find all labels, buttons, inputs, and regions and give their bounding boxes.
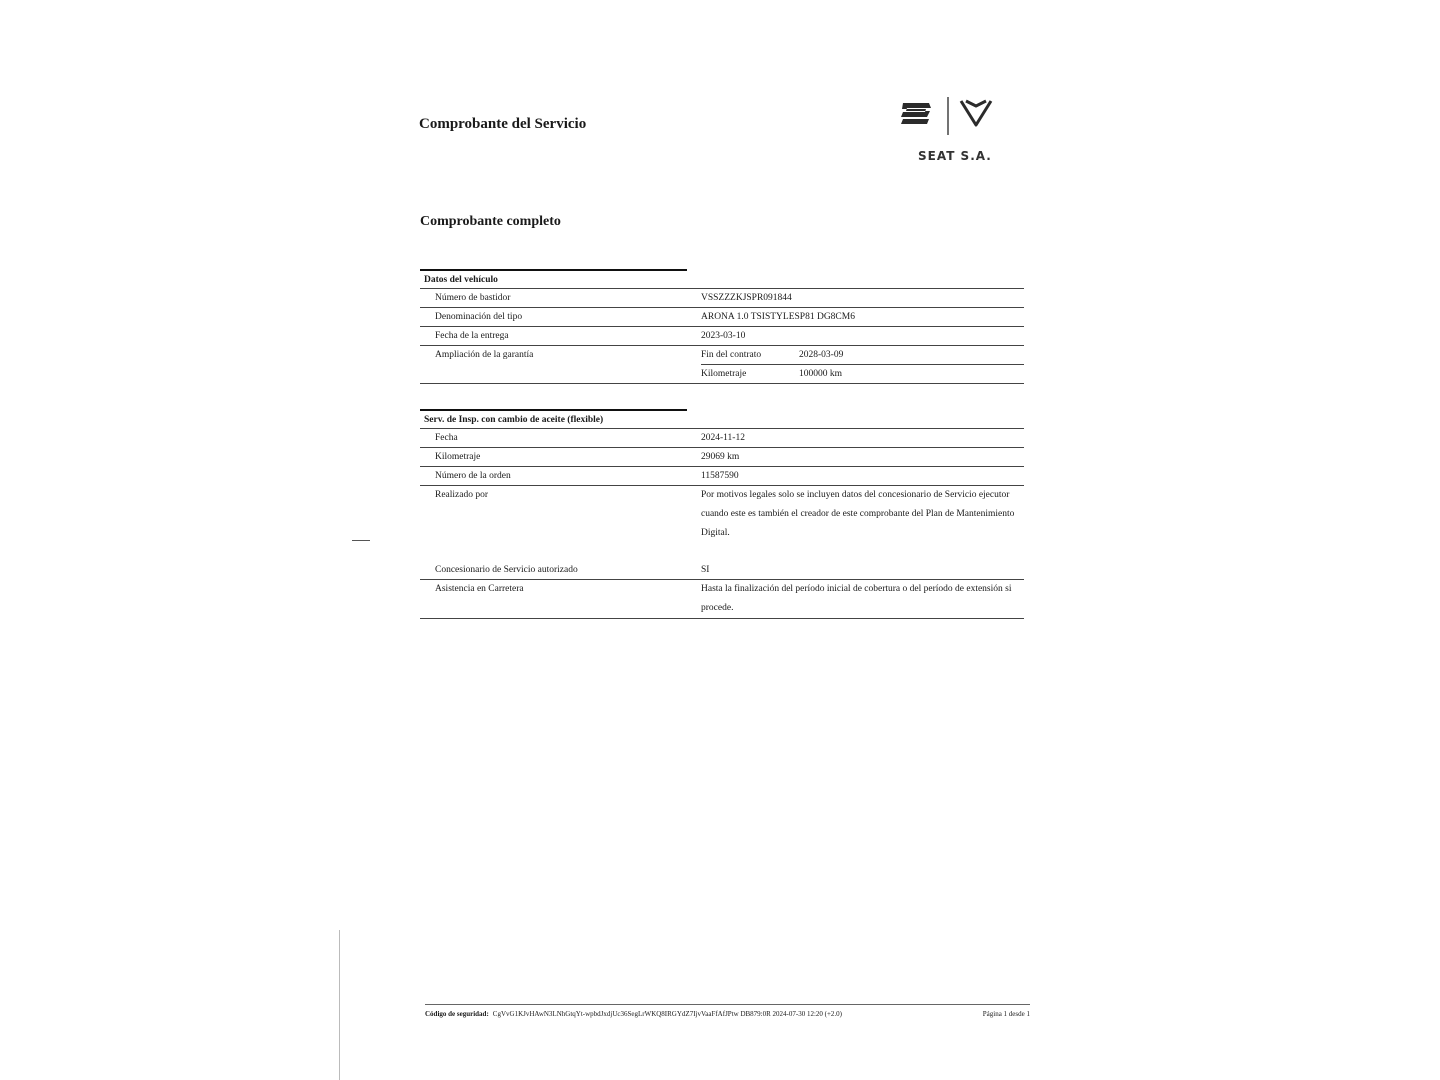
warranty-km-label: Kilometraje	[701, 369, 747, 379]
service-km-value: 29069 km	[701, 452, 740, 462]
document-footer	[425, 1004, 1030, 1018]
vin-label: Número de bastidor	[435, 293, 511, 303]
warranty-end-label: Fin del contrato	[701, 350, 762, 360]
table-row	[420, 288, 1024, 307]
scan-edge-line	[339, 930, 340, 1080]
service-section	[420, 409, 1024, 619]
brand-name: SEAT S.A.	[918, 149, 992, 163]
service-date-label: Fecha	[435, 433, 458, 443]
service-km-label: Kilometraje	[435, 452, 481, 462]
security-code-value: CgVvG1KJvHAwN3LNhGtqYt-wpbdJxdjUc36SegLrWKQ8IRGYdZ7IjvVaaFfAfJPtw DB879:0R 2024-07-30 12:20 (+2.0)	[492, 1010, 842, 1018]
table-row	[420, 485, 1024, 561]
type-value: ARONA 1.0 TSISTYLESP81 DG8CM6	[701, 312, 855, 322]
page-number: Página 1 desde 1	[982, 1010, 1030, 1018]
warranty-end-value: 2028-03-09	[799, 350, 844, 360]
order-number-value: 11587590	[701, 471, 739, 481]
warranty-values	[686, 346, 1024, 383]
table-row	[420, 447, 1024, 466]
vehicle-section-heading: Datos del vehículo	[420, 269, 1024, 288]
service-section-heading: Serv. de Insp. con cambio de aceite (flexible)	[420, 409, 1024, 428]
warranty-km-row	[701, 364, 1024, 383]
table-row	[420, 579, 1024, 618]
section-divider	[420, 383, 1024, 384]
authorized-dealer-value: SI	[701, 565, 710, 575]
type-label: Denominación del tipo	[435, 312, 523, 322]
section-divider	[420, 618, 1024, 619]
vehicle-data-section	[420, 269, 1024, 384]
roadside-assistance-value: Hasta la finalización del período inicial de cobertura o del período de extensión si procede.	[701, 584, 1012, 613]
table-row	[420, 307, 1024, 326]
order-number-label: Número de la orden	[435, 471, 511, 481]
document-title: Comprobante del Servicio	[419, 116, 587, 132]
margin-mark	[352, 540, 370, 541]
delivery-date-value: 2023-03-10	[701, 331, 746, 341]
roadside-assistance-label: Asistencia en Carretera	[435, 584, 524, 594]
table-row	[420, 428, 1024, 447]
table-row	[420, 345, 1024, 383]
warranty-end-row	[701, 346, 1024, 364]
table-row	[420, 326, 1024, 345]
security-code-label: Código de seguridad:	[425, 1010, 489, 1018]
service-date-value: 2024-11-12	[701, 433, 745, 443]
authorized-dealer-label: Concesionario de Servicio autorizado	[435, 565, 578, 575]
table-row	[420, 561, 1024, 579]
vin-value: VSSZZZKJSPR091844	[701, 293, 792, 303]
warranty-label: Ampliación de la garantía	[435, 350, 534, 360]
table-row	[420, 466, 1024, 485]
performed-by-label: Realizado por	[435, 490, 489, 500]
document-subtitle: Comprobante completo	[420, 214, 561, 229]
warranty-km-value: 100000 km	[799, 369, 843, 379]
performed-by-value: Por motivos legales solo se incluyen datos del concesionario de Servicio ejecutor cuando este es también el creador de este comprobante del Plan de Mantenimiento Digital.	[701, 490, 1015, 538]
delivery-date-label: Fecha de la entrega	[435, 331, 509, 341]
